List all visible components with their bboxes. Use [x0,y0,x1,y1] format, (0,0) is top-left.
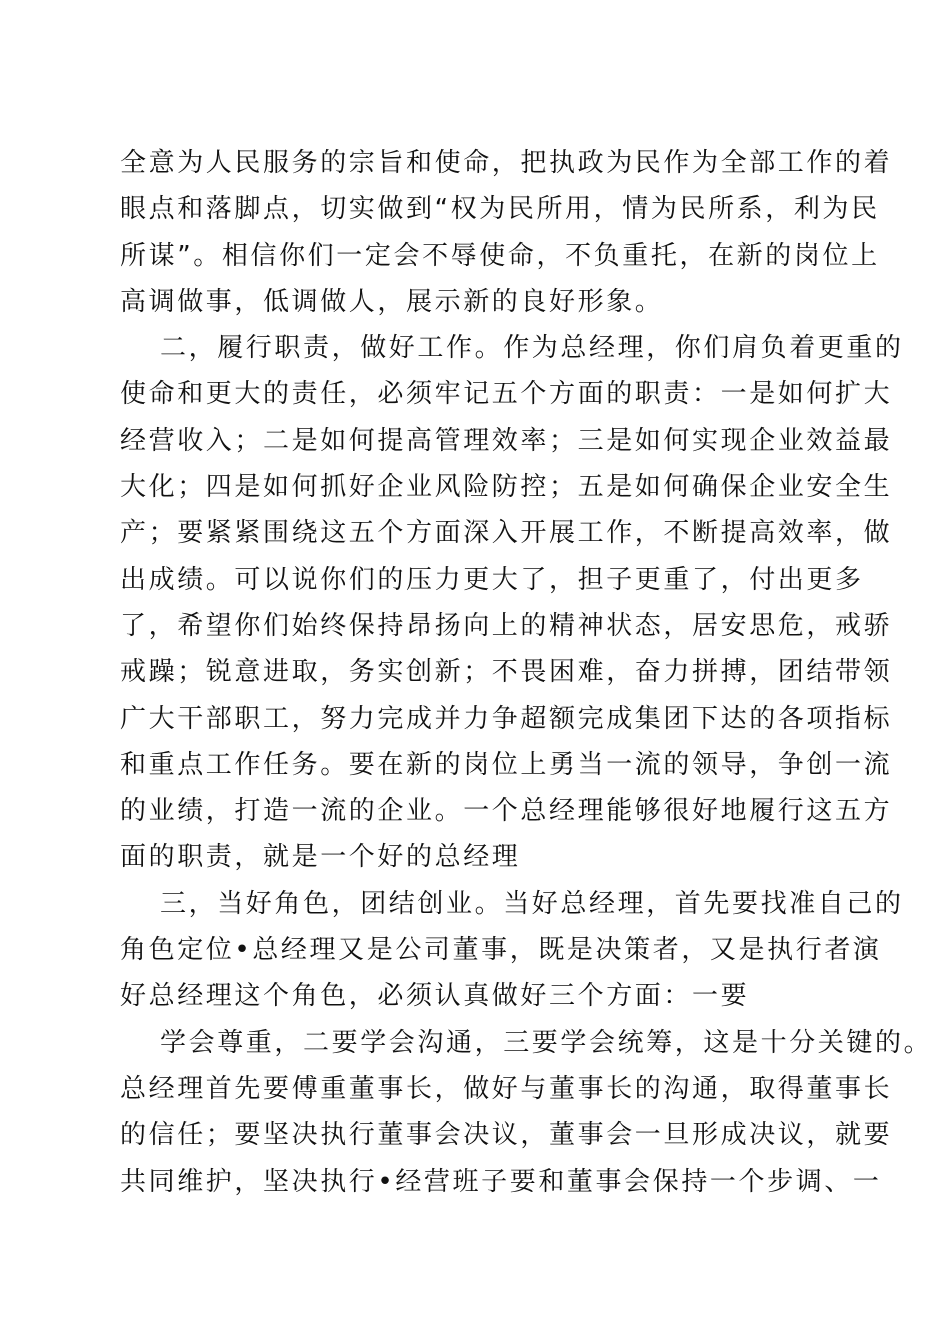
text-line: 戒躁；锐意进取，务实创新；不畏困难，奋力拼搏，团结带领 [120,657,893,688]
text-line: 好总经理这个角色，必须认真做好三个方面：一要 [120,981,750,1012]
text-line: 使命和更大的责任，必须牢记五个方面的职责：一是如何扩大 [120,379,893,410]
text-line: 产；要紧紧围绕这五个方面深入开展工作，不断提高效率，做 [120,518,893,549]
text-line: 全意为人民服务的宗旨和使命，把执政为民作为全部工作的着 [120,148,893,178]
text-line: 大化；四是如何抓好企业风险防控；五是如何确保企业安全生 [120,472,893,503]
paragraph-start-line: 学会尊重，二要学会沟通，三要学会统筹，这是十分关键的。 [160,1027,933,1058]
text-line: 角色定位•总经理又是公司董事，既是决策者，又是执行者演 [120,935,882,966]
text-line: 所谋”。相信你们一定会不辱使命，不负重托，在新的岗位上 [120,240,880,271]
text-line: 了，希望你们始终保持昂扬向上的精神状态，居安思危，戒骄 [120,610,893,641]
text-line: 广大干部职工，努力完成并力争超额完成集团下达的各项指标 [120,703,893,734]
text-line: 总经理首先要傅重董事长，做好与董事长的沟通，取得董事长 [120,1073,893,1104]
text-line: 高调做事，低调做人，展示新的良好形象。 [120,286,664,317]
text-line: 面的职责，就是一个好的总经理 [120,842,521,873]
text-line: 和重点工作任务。要在新的岗位上勇当一流的领导，争创一流 [120,749,893,780]
paragraph-start-line: 二，履行职责，做好工作。作为总经理，你们肩负着更重的 [160,333,904,364]
text-line: 的业绩，打造一流的企业。一个总经理能够很好地履行这五方 [120,796,893,827]
text-line: 共同维护，坚决执行•经营班子要和董事会保持一个步调、一 [120,1166,882,1197]
text-line: 经营收入；二是如何提高管理效率；三是如何实现企业效益最 [120,425,893,456]
document-body [120,140,933,1205]
text-line: 眼点和落脚点，切实做到“权为民所用，情为民所系，利为民 [120,194,880,225]
text-line: 出成绩。可以说你们的压力更大了，担子更重了，付出更多 [120,564,864,595]
paragraph-start-line: 三，当好角色，团结创业。当好总经理，首先要找准自己的 [160,888,904,919]
text-line: 的信任；要坚决执行董事会决议，董事会一旦形成决议，就要 [120,1120,893,1151]
